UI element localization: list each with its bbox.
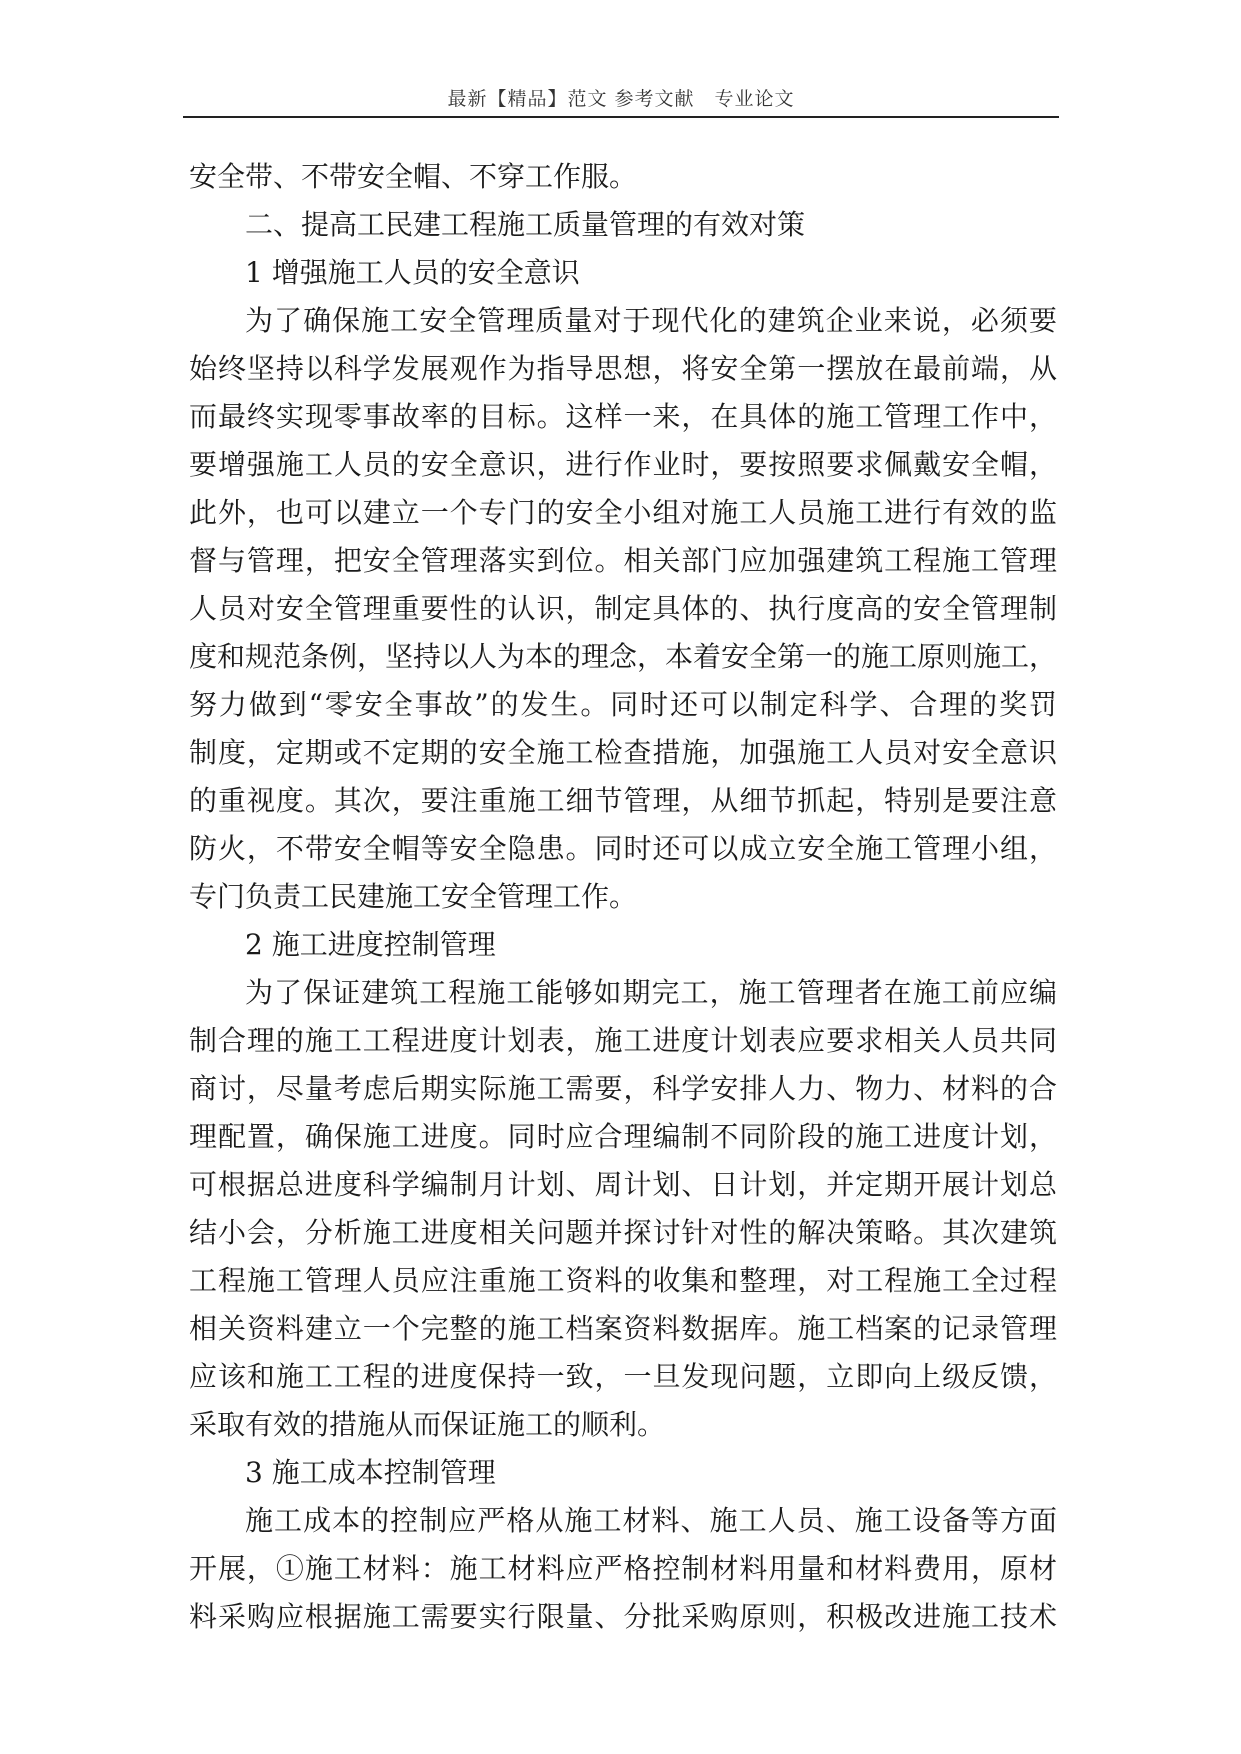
paragraph-line: 防火，不带安全帽等安全隐患。同时还可以成立安全施工管理小组，: [189, 832, 1057, 865]
document-body: [189, 153, 1057, 1641]
paragraph-line: 安全带、不带安全帽、不穿工作服。: [189, 160, 638, 193]
paragraph-line: 此外，也可以建立一个专门的安全小组对施工人员施工进行有效的监: [189, 496, 1057, 529]
paragraph-line: 专门负责工民建施工安全管理工作。: [189, 880, 638, 913]
subsection-heading: 3 施工成本控制管理: [245, 1456, 496, 1489]
paragraph-line: 商讨，尽量考虑后期实际施工需要，科学安排人力、物力、材料的合: [189, 1072, 1057, 1105]
paragraph-line: 施工成本的控制应严格从施工材料、施工人员、施工设备等方面: [245, 1504, 1057, 1537]
paragraph-line: 的重视度。其次，要注重施工细节管理，从细节抓起，特别是要注意: [189, 784, 1057, 817]
paragraph-line: 相关资料建立一个完整的施工档案资料数据库。施工档案的记录管理: [189, 1312, 1057, 1345]
paragraph-line: 制度，定期或不定期的安全施工检查措施，加强施工人员对安全意识: [189, 736, 1057, 769]
paragraph-line: 为了保证建筑工程施工能够如期完工，施工管理者在施工前应编: [245, 976, 1057, 1009]
paragraph-line: 始终坚持以科学发展观作为指导思想，将安全第一摆放在最前端，从: [189, 352, 1057, 385]
subsection-heading: 1 增强施工人员的安全意识: [245, 256, 580, 289]
paragraph-line: 理配置，确保施工进度。同时应合理编制不同阶段的施工进度计划，: [189, 1120, 1057, 1153]
paragraph-line: 制合理的施工工程进度计划表，施工进度计划表应要求相关人员共同: [189, 1024, 1057, 1057]
paragraph-line: 为了确保施工安全管理质量对于现代化的建筑企业来说，必须要: [245, 304, 1057, 337]
paragraph-line: 工程施工管理人员应注重施工资料的收集和整理，对工程施工全过程: [189, 1264, 1057, 1297]
section-heading: 二、提高工民建工程施工质量管理的有效对策: [245, 208, 806, 241]
header-divider: [183, 116, 1059, 118]
subsection-heading: 2 施工进度控制管理: [245, 928, 496, 961]
paragraph-line: 应该和施工工程的进度保持一致，一旦发现问题，立即向上级反馈，: [189, 1360, 1057, 1393]
paragraph-line: 人员对安全管理重要性的认识，制定具体的、执行度高的安全管理制: [189, 592, 1057, 625]
page-header: 最新【精品】范文 参考文献 专业论文: [447, 88, 795, 110]
paragraph-line: 料采购应根据施工需要实行限量、分批采购原则，积极改进施工技术: [189, 1600, 1057, 1633]
paragraph-line: 度和规范条例，坚持以人为本的理念，本着安全第一的施工原则施工，: [189, 640, 1058, 673]
paragraph-line: 督与管理，把安全管理落实到位。相关部门应加强建筑工程施工管理: [189, 544, 1057, 577]
paragraph-line: 可根据总进度科学编制月计划、周计划、日计划，并定期开展计划总: [189, 1168, 1057, 1201]
paragraph-line: 努力做到“零安全事故”的发生。同时还可以制定科学、合理的奖罚: [189, 688, 1057, 721]
paragraph-line: 而最终实现零事故率的目标。这样一来，在具体的施工管理工作中，: [189, 400, 1057, 433]
paragraph-line: 开展，①施工材料：施工材料应严格控制材料用量和材料费用，原材: [189, 1552, 1057, 1585]
paragraph-line: 结小会，分析施工进度相关问题并探讨针对性的解决策略。其次建筑: [189, 1216, 1057, 1249]
paragraph-line: 要增强施工人员的安全意识，进行作业时，要按照要求佩戴安全帽，: [189, 448, 1057, 481]
paragraph-line: 采取有效的措施从而保证施工的顺利。: [189, 1408, 666, 1441]
